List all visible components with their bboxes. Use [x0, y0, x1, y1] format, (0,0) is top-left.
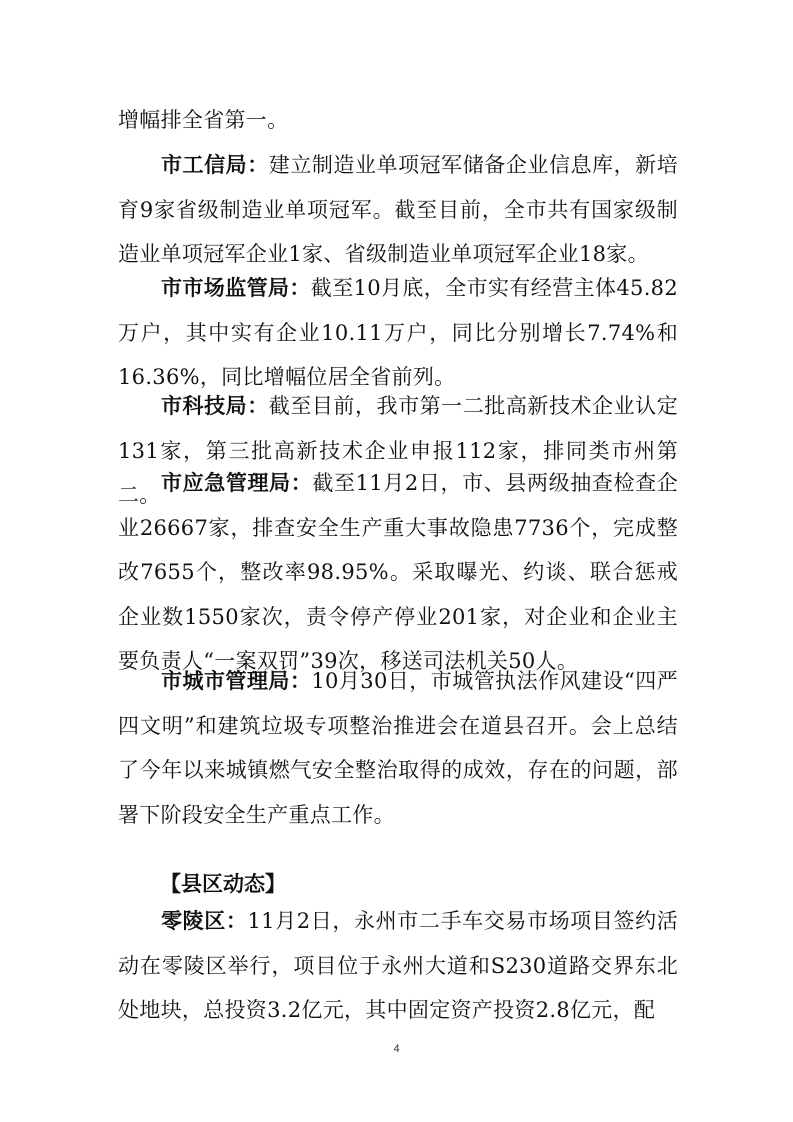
- paragraph-continuation: [118, 98, 678, 143]
- page-number: 4: [393, 1043, 400, 1055]
- paragraph-text: 截至10月底，全市实有经营主体45.82万户，其中实有企业10.11万户，同比分别增长7.74%和16.36%，同比增幅位居全省前列。: [118, 276, 679, 389]
- paragraph-industry-bureau: [118, 143, 678, 277]
- paragraph-text: 建立制造业单项冠军储备企业信息库，新培育9家省级制造业单项冠军。截至目前，全市共有国家级制造业单项冠军企业1家、省级制造业单项冠军企业18家。: [118, 153, 679, 266]
- paragraph-lead: 市应急管理局：: [161, 471, 313, 495]
- paragraph-text: 10月30日，市城管执法作风建设“四严四文明”和建筑垃圾专项整治推进会在道县召开。会上总结了今年以来城镇燃气安全整治取得的成效，存在的问题，部署下阶段安全生产重点工作。: [118, 669, 678, 827]
- section-title: 【县区动态】: [160, 872, 286, 896]
- paragraph-urban-management: [118, 659, 678, 837]
- paragraph-lead: 市工信局：: [161, 153, 269, 177]
- paragraph-emergency-bureau: [118, 461, 678, 684]
- paragraph-lead: 市城市管理局：: [161, 669, 312, 693]
- paragraph-text: 增幅排全省第一。: [118, 108, 289, 132]
- paragraph-text: 截至目前，我市第一二批高新技术企业认定131家，第三批高新技术企业申报112家，排同类市州第二。: [118, 394, 679, 507]
- paragraph-text: 11月2日，永州市二手车交易市场项目签约活动在零陵区举行，项目位于永州大道和S230道路交界东北处地块，总投资3.2亿元，其中固定资产投资2.8亿元，配: [118, 909, 678, 1022]
- paragraph-lingling-district: [118, 899, 678, 1033]
- paragraph-lead: 市科技局：: [161, 394, 269, 418]
- paragraph-lead: 零陵区：: [161, 909, 248, 933]
- paragraph-market-supervision: [118, 266, 678, 400]
- paragraph-text: 截至11月2日，市、县两级抽查检查企业26667家，排查安全生产重大事故隐患7736个，完成整改7655个，整改率98.95%。采取曝光、约谈、联合惩戒企业数1550家次，责令停产停业201家，对企业和企业主要负责人“一案双罚”39次，移送司法机关50人。: [118, 471, 678, 673]
- paragraph-lead: 市市场监管局：: [161, 276, 311, 300]
